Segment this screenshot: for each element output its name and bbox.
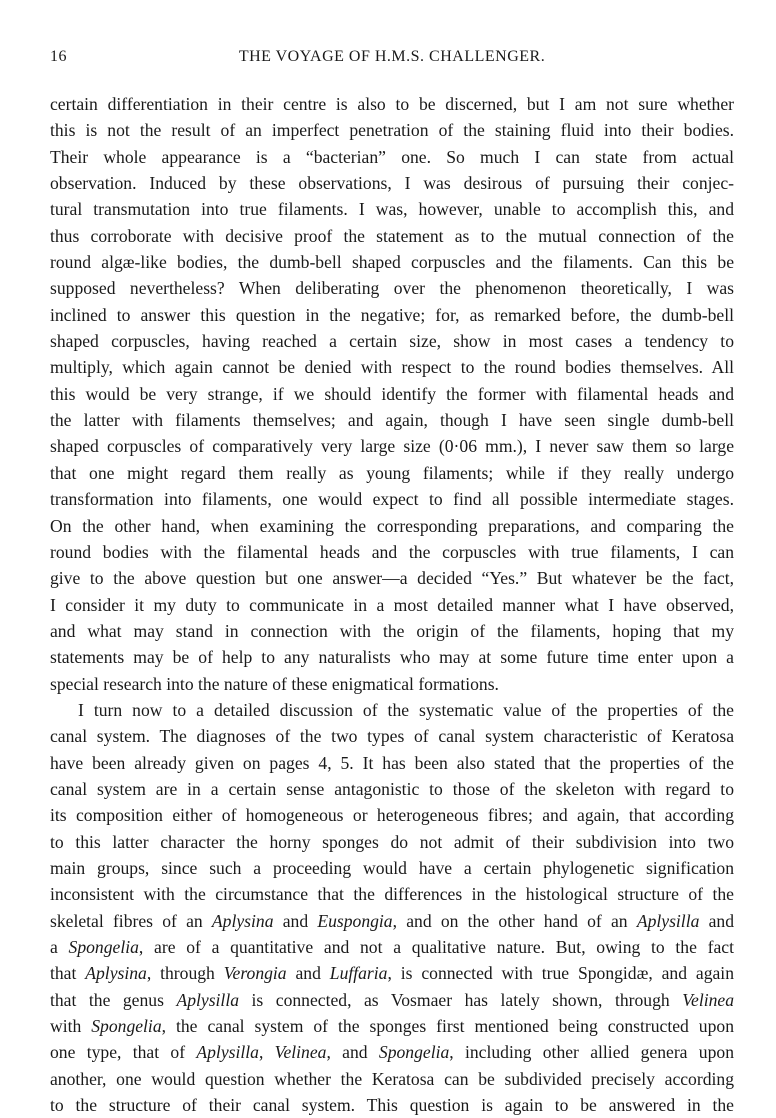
text-line: [50, 776, 734, 802]
text-run: round bodies with the filamental heads and the corpuscles with true filaments, I can: [50, 541, 734, 562]
text-run: transformation into filaments, one would expect to find all possible intermediate stages.: [50, 489, 734, 510]
text-line: [50, 1092, 734, 1118]
text-line: [50, 144, 734, 170]
text-run: observation. Induced by these observations, I was desirous of pursuing their conjec-: [50, 173, 734, 194]
text-line: [50, 1066, 734, 1092]
text-line: [50, 1013, 734, 1039]
text-line: [50, 671, 734, 697]
text-run: have been already given on pages 4, 5. It has been also stated that the properties of the: [50, 752, 734, 773]
taxon-name: Euspongia: [317, 910, 393, 931]
text-run: round algæ-like bodies, the dumb-bell shaped corpuscles and the filaments. Can this be: [50, 252, 734, 273]
text-run: inconsistent with the circumstance that the differences in the histological structure of the: [50, 884, 734, 905]
text-line: [50, 433, 734, 459]
taxon-name: Aplysilla: [196, 1042, 259, 1063]
text-run: I consider it my duty to communicate in a most detailed manner what I have observed,: [50, 594, 734, 615]
text-line: [50, 486, 734, 512]
text-line: [50, 381, 734, 407]
text-line: [50, 1039, 734, 1065]
text-line: [50, 987, 734, 1013]
text-run: and: [699, 910, 735, 931]
text-line: [50, 249, 734, 275]
taxon-name: Aplysina: [211, 910, 274, 931]
text-run: with: [50, 1016, 92, 1037]
text-run: to this latter character the horny sponges do not admit of their subdivision into two: [50, 831, 734, 852]
text-line: [50, 908, 734, 934]
text-run: thus corroborate with decisive proof the statement as to the mutual connection of the: [50, 225, 734, 246]
text-line: [50, 275, 734, 301]
text-run: special research into the nature of these enigmatical formations.: [50, 673, 499, 694]
text-line: [50, 723, 734, 749]
text-run: statements may be of help to any naturalists who may at some future time enter upon a: [50, 647, 734, 668]
text-line: [50, 328, 734, 354]
text-run: is connected, as Vosmaer has lately shown, through: [239, 989, 683, 1010]
text-run: shaped corpuscles of comparatively very large size (0·06 mm.), I never saw them so large: [50, 436, 734, 457]
running-title: THE VOYAGE OF H.M.S. CHALLENGER.: [238, 48, 546, 65]
text-run: this would be very strange, if we should identify the former with filamental heads and: [50, 383, 734, 404]
taxon-name: Spongelia: [68, 937, 139, 957]
text-line: [50, 513, 734, 539]
text-line: [50, 565, 734, 591]
text-run: , through: [146, 963, 224, 984]
taxon-name: Velinea: [274, 1042, 327, 1063]
text-run: this is not the result of an imperfect penetration of the staining fluid into their bodies.: [50, 120, 734, 141]
text-line: [50, 196, 734, 222]
text-run: main groups, since such a proceeding would have a certain phylogenetic signification: [50, 857, 734, 878]
text-run: , is connected with true Spongidæ, and again: [387, 963, 734, 984]
text-run: shaped corpuscles, having reached a certain size, show in most cases a tendency to: [50, 331, 734, 352]
text-run: that: [50, 963, 86, 984]
text-line: [50, 539, 734, 565]
text-run: , and on the other hand of an: [392, 910, 637, 931]
body-text: [50, 91, 734, 1118]
text-run: On the other hand, when examining the corresponding preparations, and comparing the: [50, 515, 734, 536]
text-line: [50, 223, 734, 249]
text-line: [50, 407, 734, 433]
text-line: [50, 644, 734, 670]
text-line: [50, 117, 734, 143]
text-run: inclined to answer this question in the negative; for, as remarked before, the dumb-bell: [50, 304, 734, 325]
text-line: [50, 354, 734, 380]
text-run: certain differentiation in their centre is also to be discerned, but I am not sure whether: [50, 94, 734, 114]
text-line: [50, 802, 734, 828]
page-number: 16: [50, 48, 67, 65]
text-line: [50, 91, 734, 117]
text-line: [50, 934, 734, 960]
text-run: its composition either of homogeneous or heterogeneous fibres; and again, that according: [50, 805, 734, 826]
text-line: [50, 855, 734, 881]
taxon-name: Aplysilla: [636, 910, 700, 931]
text-run: give to the above question but one answer—a decided “Yes.” But whatever be the fact,: [50, 568, 734, 589]
text-run: canal system. The diagnoses of the two types of canal system characteristic of Keratosa: [50, 726, 734, 747]
paragraph: [50, 91, 734, 697]
text-line: [50, 750, 734, 776]
text-line: [50, 960, 734, 986]
taxon-name: Spongelia: [91, 1016, 162, 1037]
text-line: [50, 460, 734, 486]
taxon-name: Luffaria: [329, 963, 388, 984]
text-run: supposed nevertheless? When deliberating over the phenomenon theoretically, I was: [50, 278, 734, 299]
taxon-name: Verongia: [223, 963, 287, 984]
text-run: skeletal fibres of an: [50, 910, 212, 931]
text-run: ,: [258, 1042, 275, 1063]
text-run: the latter with filaments themselves; and again, though I have seen single dumb-bell: [50, 410, 734, 431]
text-run: tural transmutation into true filaments. I was, however, unable to accomplish this, and: [50, 199, 734, 220]
taxon-name: Spongelia: [378, 1042, 450, 1063]
text-line: [50, 302, 734, 328]
text-run: to the structure of their canal system. This question is again to be answered in the: [50, 1095, 734, 1116]
text-line: [50, 697, 734, 723]
text-run: one type, that of: [50, 1042, 197, 1063]
text-run: canal system are in a certain sense antagonistic to those of the skeleton with regard to: [50, 778, 734, 799]
text-run: and what may stand in connection with the origin of the filaments, hoping that my: [50, 620, 734, 641]
paragraph: [50, 697, 734, 1118]
running-head: [50, 48, 734, 72]
text-run: , are of a quantitative and not a qualitative nature. But, owing to the fact: [138, 937, 734, 957]
text-run: Their whole appearance is a “bacterian” one. So much I can state from actual: [50, 146, 734, 167]
text-line: [50, 592, 734, 618]
taxon-name: Velinea: [682, 989, 735, 1010]
text-line: [50, 881, 734, 907]
text-run: that the genus: [50, 989, 177, 1010]
taxon-name: Aplysilla: [176, 989, 240, 1010]
text-run: , the canal system of the sponges first mentioned being constructed upon: [161, 1016, 734, 1037]
text-line: [50, 170, 734, 196]
text-run: another, one would question whether the Keratosa can be subdivided precisely according: [50, 1068, 734, 1089]
text-line: [50, 618, 734, 644]
taxon-name: Aplysina: [85, 963, 147, 984]
text-line: [50, 829, 734, 855]
text-run: I turn now to a detailed discussion of the systematic value of the properties of the: [78, 699, 734, 720]
text-run: and: [286, 963, 330, 984]
text-run: , and: [326, 1042, 379, 1063]
text-run: that one might regard them really as young filaments; while if they really undergo: [50, 462, 734, 483]
text-run: multiply, which again cannot be denied with respect to the round bodies themselves. All: [50, 357, 734, 378]
text-run: and: [273, 910, 318, 931]
text-run: a: [50, 937, 69, 957]
text-run: , including other allied genera upon: [449, 1042, 734, 1063]
